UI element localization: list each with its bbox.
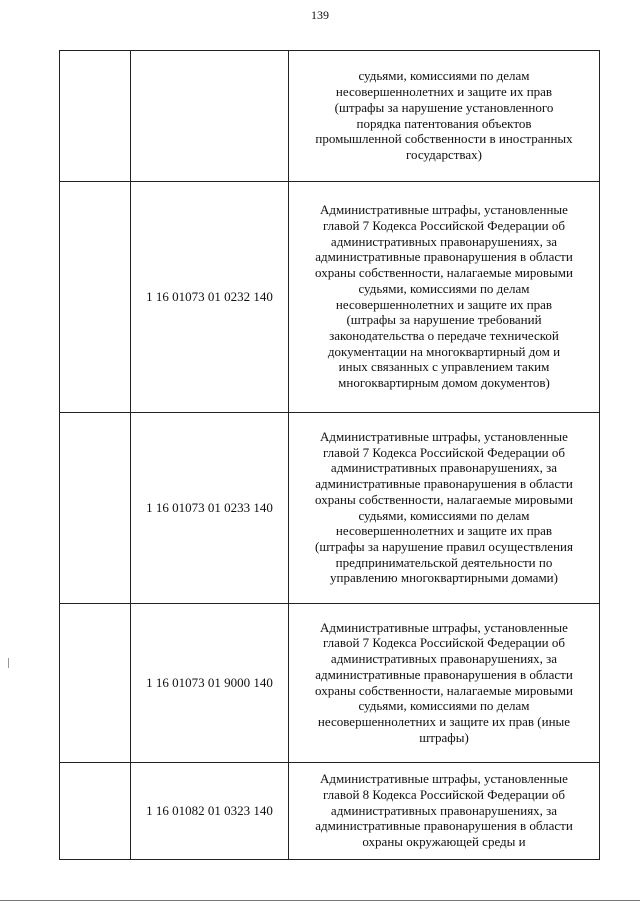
description-line: охраны окружающей среды и xyxy=(362,834,526,850)
description-line: государствах) xyxy=(405,146,482,162)
description-cell xyxy=(289,51,600,182)
description-line: (штрафы за нарушение правил осуществления xyxy=(315,538,573,554)
budget-codes-table xyxy=(59,50,600,860)
description-line: административные правонарушения в области xyxy=(315,476,573,492)
budget-code-cell xyxy=(131,51,289,182)
scan-bottom-edge xyxy=(0,900,640,901)
description-line: (штрафы за нарушение требований xyxy=(346,312,542,328)
description-line: несовершеннолетних и защите их прав xyxy=(335,84,553,100)
description-line: судьями, комиссиями по делам xyxy=(358,280,530,296)
budget-code-cell: 1 16 01073 01 0233 140 xyxy=(131,413,289,604)
description-line: многоквартирным домом документов) xyxy=(338,375,550,391)
description-line: несовершеннолетних и защите их прав xyxy=(335,523,553,539)
description-line: (штрафы за нарушение установленного xyxy=(334,99,554,115)
description-line: административные правонарушения в области xyxy=(315,818,573,834)
description-line: судьями, комиссиями по делам xyxy=(358,698,530,714)
table-row xyxy=(60,604,600,763)
description-line: административных правонарушениях, за xyxy=(330,651,558,667)
description-line: Административные штрафы, установленные xyxy=(320,202,568,218)
description-line: несовершеннолетних и защите их прав xyxy=(335,296,553,312)
description-line: Административные штрафы, установленные xyxy=(320,428,568,444)
row-blank-cell xyxy=(60,604,131,763)
table-row xyxy=(60,763,600,860)
description-line: предпринимательской деятельности по xyxy=(335,554,553,570)
description-cell xyxy=(289,604,600,763)
table-row xyxy=(60,182,600,413)
description-line: Административные штрафы, установленные xyxy=(320,771,568,787)
description-line: административные правонарушения в области xyxy=(315,249,573,265)
description-line: судьями, комиссиями по делам xyxy=(358,507,530,523)
description-line: документации на многоквартирный дом и xyxy=(327,343,561,359)
table-row xyxy=(60,413,600,604)
description-line: административных правонарушениях, за xyxy=(330,460,558,476)
budget-code-cell: 1 16 01073 01 9000 140 xyxy=(131,604,289,763)
description-line: промышленной собственности в иностранных xyxy=(315,131,573,147)
description-line: охраны собственности, налагаемые мировыми xyxy=(315,491,573,507)
row-blank-cell xyxy=(60,763,131,860)
description-line: штрафы) xyxy=(419,729,469,745)
description-cell xyxy=(289,763,600,860)
page-number: 139 xyxy=(311,8,329,22)
table-row xyxy=(60,51,600,182)
description-cell xyxy=(289,413,600,604)
description-line: административных правонарушениях, за xyxy=(330,233,558,249)
description-line: Административные штрафы, установленные xyxy=(320,619,568,635)
description-line: главой 8 Кодекса Российской Федерации об xyxy=(323,786,565,802)
description-line: судьями, комиссиями по делам xyxy=(358,68,530,84)
description-line: законодательства о передаче технической xyxy=(329,327,559,343)
scan-margin-mark xyxy=(8,658,9,668)
budget-code-cell: 1 16 01073 01 0232 140 xyxy=(131,182,289,413)
budget-code-cell: 1 16 01082 01 0323 140 xyxy=(131,763,289,860)
description-line: управлению многоквартирными домами) xyxy=(330,570,558,586)
description-line: охраны собственности, налагаемые мировыми xyxy=(315,265,573,281)
description-line: несовершеннолетних и защите их прав (иные xyxy=(317,713,571,729)
row-blank-cell xyxy=(60,413,131,604)
description-line: главой 7 Кодекса Российской Федерации об xyxy=(323,444,565,460)
description-line: главой 7 Кодекса Российской Федерации об xyxy=(323,217,565,233)
description-line: административных правонарушениях, за xyxy=(330,802,558,818)
description-cell xyxy=(289,182,600,413)
description-line: административные правонарушения в области xyxy=(315,666,573,682)
description-line: главой 7 Кодекса Российской Федерации об xyxy=(323,635,565,651)
description-line: иных связанных с управлением таким xyxy=(338,359,550,375)
description-line: порядка патентования объектов xyxy=(356,115,532,131)
description-line: охраны собственности, налагаемые мировыми xyxy=(315,682,573,698)
row-blank-cell xyxy=(60,182,131,413)
row-blank-cell xyxy=(60,51,131,182)
